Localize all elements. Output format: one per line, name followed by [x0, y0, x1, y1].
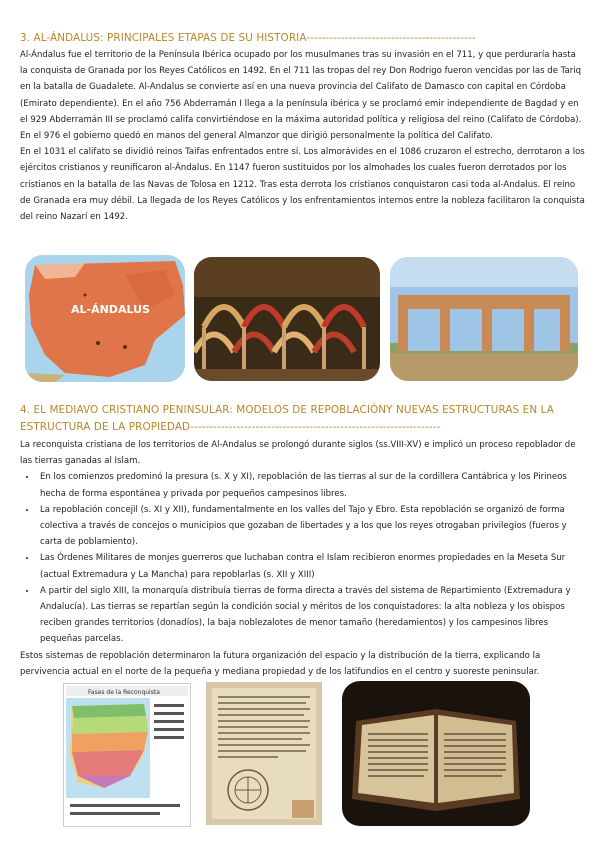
- section-4-closing: Estos sistemas de repoblación determinaron la futura organización del espacio y la distribución de la tierra, explicando la pervivencia actual en el norte de la pequeña y mediana propiedad y de los latifundios en el centro y suoreste peninsular.: [20, 650, 541, 677]
- repartimiento-book-image: [342, 681, 530, 826]
- al-andalus-map-graphic: [25, 255, 185, 382]
- medieval-charter-image: [206, 682, 322, 825]
- section-4-heading: 4. EL MEDIAVO CRISTIANO PENINSULAR: MODELOS DE REPOBLACIÓNY NUEVAS ESTRUCTURAS EN LA ESTRUCTURA DE LA PROPIEDAD-----------------------------------------------------------------: [20, 404, 558, 433]
- section-3-heading: 3. AL-ÁNDALUS: PRINCIPALES ETAPAS DE SU HISTORIA--------------------------------------------: [20, 32, 476, 44]
- open-book-graphic: [342, 681, 530, 826]
- section-3-paragraph-2: En el 1031 el califato se dividió reinos Taifas enfrentados entre sí. Los almorávides en el 1086 cruzaron el estrecho, derrotaron a los ejércitos cristianos y reunificaron al-Ándalus. En 1147 fueron sustituidos por los almohades los cuales fueron derrotados por los cristianos en la batalla de las Navas de Tolosa en 1212. Tras esta derrota los cristianos conquistaron casi toda al-Andalus. El reino de Granada era muy débil. La llegada de los Reyes Católicos y los enfrentamientos internos entre la nobleza facilitaron la conquista del reino Nazarí en 1492.: [20, 147, 585, 223]
- map-title: Fases de la Reconquista: [88, 689, 160, 696]
- mosque-of-cordoba-image: [194, 257, 380, 381]
- list-item: • Las Órdenes Militares de monjes guerreros que luchaban contra el Islam recibieron enormes propiedades en la Meseta Sur (actual Extremadura y La Mancha) para repoblarlas (s. XII y XIII): [37, 550, 586, 582]
- list-item: • A partir del siglo XIII, la monarquía distribuía tierras de forma directa a través del sistema de Repartimiento (Extremadura y Andalucía). Las tierras se repartían según la condición social y méritos de los conquistadores: la alta nobleza y los obispos reciben grandes territorios (donadíos), la baja noblezalotes de menor tamaño (heredamientos) y los campesinos libres pequeñas parcelas.: [37, 583, 586, 648]
- repopulation-models-list: [20, 469, 586, 647]
- map-region-label: AL-ÁNDALUS: [71, 303, 150, 316]
- charter-document-graphic: [206, 682, 322, 825]
- reconquista-map-graphic: [64, 684, 190, 826]
- mosque-arches-graphic: [194, 257, 380, 381]
- list-item: • La repoblación concejil (s. XI y XII), fundamentalmente en los valles del Tajo y Ebro. Esta repoblación se organizó de forma colectiva a través de concejos o municipios que gozaban de libertades y a los que los reyes otrogaban privilegios (fueros y carta de poblamiento).: [37, 502, 586, 551]
- al-andalus-map-image: [25, 255, 185, 382]
- section-4-body: [20, 437, 586, 680]
- medina-azahara-image: [390, 257, 578, 381]
- list-item: • En los comienzos predominó la presura (s. X y XI), repoblación de las tierras al sur de la cordillera Cantábrica y los Pirineos hecha de forma espontánea y privada por pequeños campesinos libres.: [37, 469, 586, 501]
- section-3-paragraph-1: Al-Ándalus fue el territorio de la Península Ibérica ocupado por los musulmanes tras su invasión en el 711, y que perduraría hasta la conquista de Granada por los Reyes Católicos en 1492. En el 711 las tropas del rey Don Rodrigo fueron vencidas por las de Tariq en la batalla de Guadalete. Al-Andalus se convierte así en una nueva provincia del Califato de Damasco con capital en Córdoba (Emirato dependiente). En el año 756 Abderramán I llega a la península ibérica y se proclamó emir independiente de Bagdad y en el 929 Abderramán III se proclamó califa convirtiéndose en la máxima autoridad política y religiosa del reino (Califato de Córdoba). En el 976 el gobierno quedó en manos del general Almanzor que dirigió personalmente la política del Califato.: [20, 50, 582, 142]
- reconquista-map-image: [63, 683, 191, 827]
- section-3-body: [20, 47, 586, 225]
- ruins-arches-graphic: [390, 257, 578, 381]
- section-4-intro: La reconquista cristiana de los territorios de Al-Andalus se prolongó durante siglos (ss.VIII-XV) e implicó un proceso repoblador de las tierras ganadas al Islam.: [20, 440, 576, 467]
